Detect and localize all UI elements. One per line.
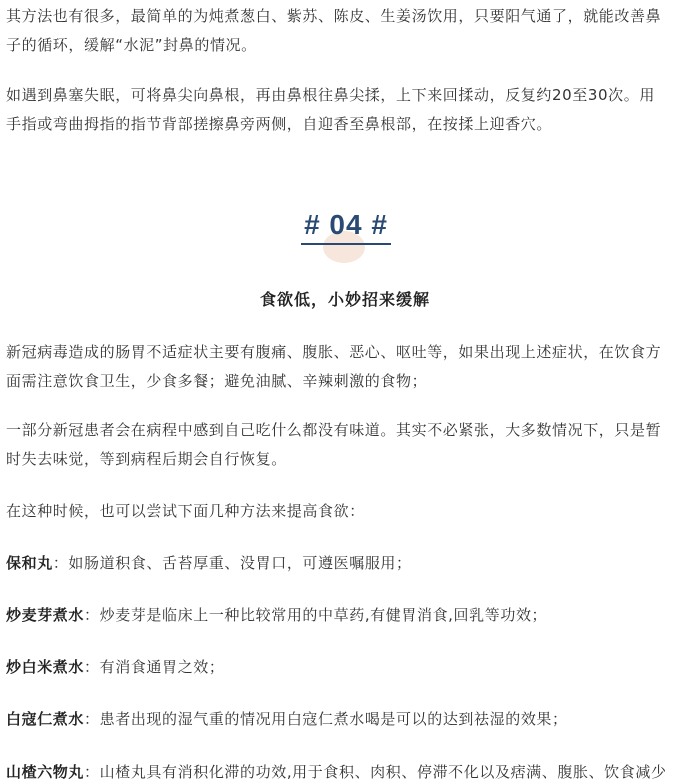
body-paragraph-3	[6, 497, 686, 526]
remedy-item	[6, 705, 686, 734]
text-line: 其方法也有很多，最简单的为炖煮葱白、紫苏、陈皮、生姜汤饮用，只要阳气通了，就能改善鼻	[6, 7, 662, 25]
section-number: # 04 #	[304, 209, 388, 240]
body-paragraph-2	[6, 416, 686, 474]
body-paragraph-1	[6, 338, 686, 396]
remedy-term: 山楂六物丸	[6, 763, 85, 781]
remedy-desc: ：有消食通胃之效；	[84, 658, 225, 676]
badge-underline	[301, 243, 391, 245]
text-line: 新冠病毒造成的肠胃不适症状主要有腹痛、腹胀、恶心、呕吐等，如果出现上述症状，在饮食方	[6, 343, 662, 361]
section-title: 食欲低，小妙招来缓解	[259, 290, 430, 309]
text-line: 时失去味觉，等到病程后期会自行恢复。	[6, 450, 287, 468]
remedy-item	[6, 601, 686, 630]
remedy-desc: ：患者出现的湿气重的情况用白寇仁煮水喝是可以的达到祛湿的效果；	[84, 710, 568, 728]
text-line: 一部分新冠患者会在病程中感到自己吃什么都没有味道。其实不必紧张，大多数情况下，只是暂	[6, 421, 662, 439]
remedy-term: 炒白米煮水	[6, 658, 85, 676]
remedy-desc: ：如肠道积食、舌苔厚重、没胃口，可遵医嘱服用；	[52, 554, 412, 572]
remedy-item	[6, 758, 686, 784]
remedy-item	[6, 653, 686, 682]
text-line: 子的循环，缓解“水泥”封鼻的情况。	[6, 36, 257, 54]
intro-paragraph-1	[6, 2, 686, 60]
text-line: 如遇到鼻塞失眠，可将鼻尖向鼻根，再由鼻根往鼻尖揉，上下来回揉动，反复约20至30次。用	[6, 86, 655, 104]
text-line: 在这种时候，也可以尝试下面几种方法来提高食欲：	[6, 502, 365, 520]
section-number-badge	[295, 205, 397, 265]
remedy-term: 炒麦芽煮水	[6, 606, 85, 624]
remedy-desc: ：山楂丸具有消积化滞的功效,用于食积、肉积、停滞不化以及痞满、腹胀、饮食减少	[84, 763, 667, 781]
text-line: 手指或弯曲拇指的指节背部搓擦鼻旁两侧，自迎香至鼻根部，在按揉上迎香穴。	[6, 115, 553, 133]
remedy-desc: ：炒麦芽是临床上一种比较常用的中草药,有健胃消食,回乳等功效；	[84, 606, 548, 624]
remedy-term: 保和丸	[6, 554, 53, 572]
intro-paragraph-2	[6, 81, 686, 139]
text-line: 面需注意饮食卫生，少食多餐；避免油腻、辛辣刺激的食物；	[6, 372, 428, 390]
remedy-item	[6, 549, 686, 578]
remedy-term: 白寇仁煮水	[6, 710, 85, 728]
